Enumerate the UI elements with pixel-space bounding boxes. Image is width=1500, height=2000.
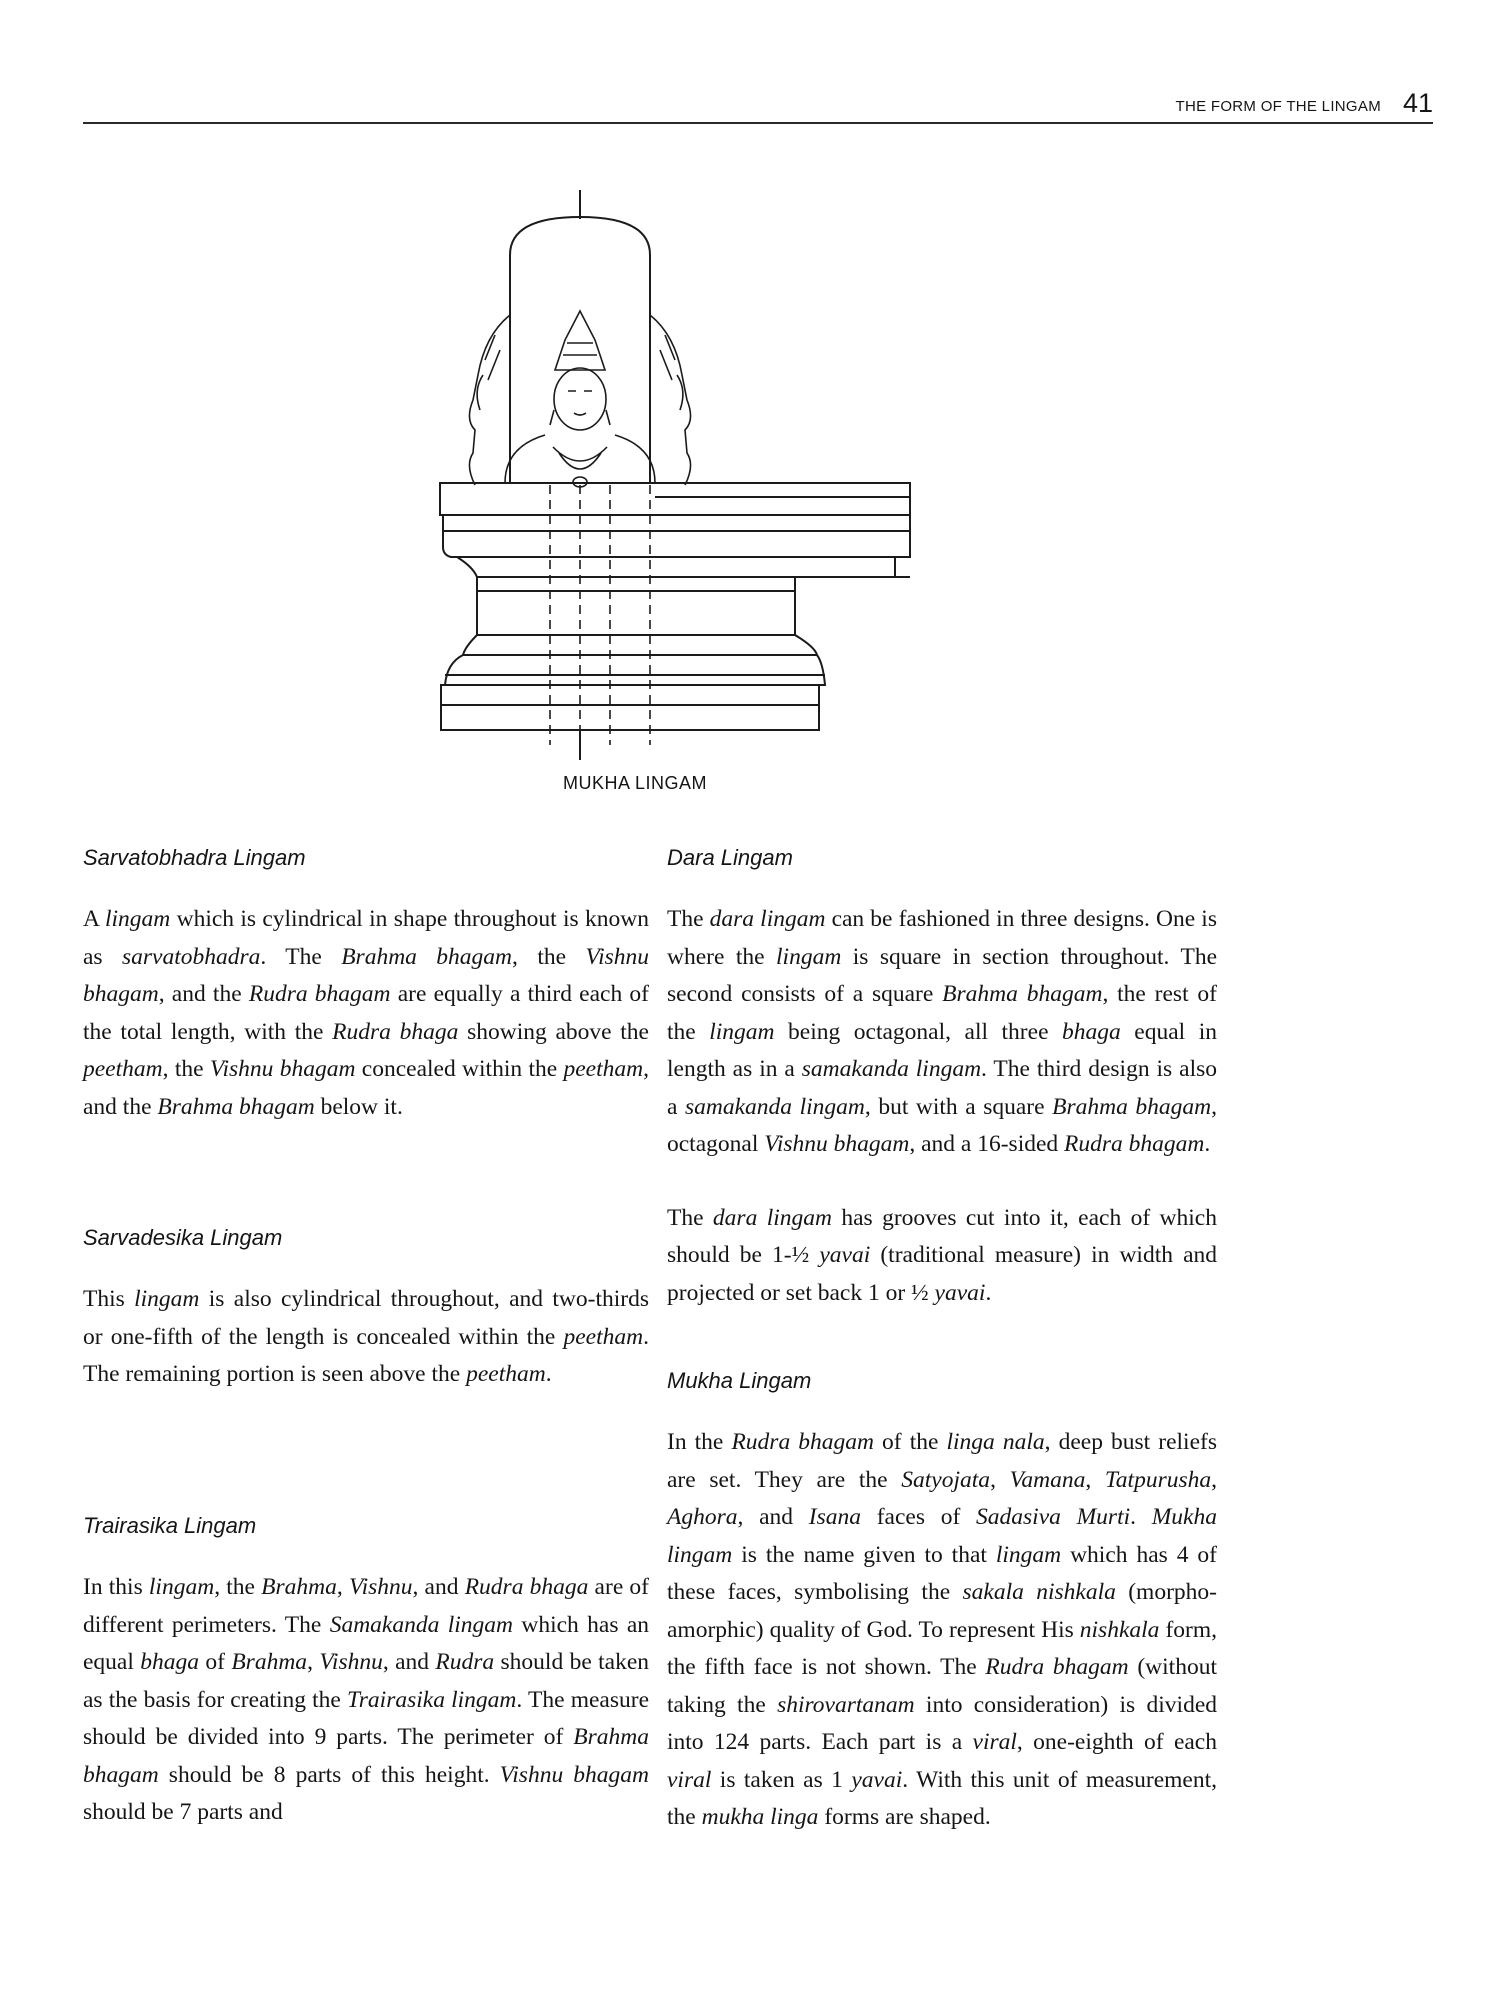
paragraph: In the Rudra bhagam of the linga nala, deep bust reliefs are set. They are the Satyojata, Vamana, Tatpurusha, Aghora, and Isana faces of Sadasiva Murti. Mukha lingam is the name given to that lingam which has 4 of these faces, symbolising the sakala nishkala (morpho-amorphic) quality of God. To represent His nishkala form, the fifth face is not shown. The Rudra bhagam (without taking the shirovartanam into consideration) is divided into 124 parts. Each part is a viral, one-eighth of each viral is taken as 1 yavai. With this unit of measurement, the mukha linga forms are shaped. — [667, 1429, 1218, 1830]
lingam-shaft — [510, 217, 650, 483]
lower-moulding — [463, 635, 817, 655]
mukha-lingam-drawing — [355, 185, 955, 765]
right-face — [650, 315, 691, 485]
section-sarvadesika — [83, 1225, 649, 1513]
paragraph: A lingam which is cylindrical in shape throughout is known as sarvatobhadra. The Brahma bhagam, the Vishnu bhagam, and the Rudra bhagam are equally a third each of the total length, with the Rudra bhaga showing above the peetham, the Vishnu bhagam concealed within the peetham, and the Brahma bhagam below it. — [83, 906, 649, 1120]
running-header — [83, 86, 1433, 124]
paragraph: In this lingam, the Brahma, Vishnu, and Rudra bhaga are of different perimeters. The Samakanda lingam which has an equal bhaga of Brahma, Vishnu, and Rudra should be taken as the basis for creating the Trairasika lingam. The measure should be divided into 9 parts. The perimeter of Brahma bhagam should be 8 parts of this height. Vishnu bhagam should be 7 parts and — [83, 1574, 650, 1825]
left-column — [83, 845, 649, 1832]
section-sarvatobhadra — [83, 845, 649, 1225]
section-dara — [667, 845, 1217, 1312]
section-title: Sarvadesika Lingam — [83, 1225, 283, 1250]
header-title: THE FORM OF THE LINGAM — [1175, 98, 1381, 115]
section-mukha — [667, 1368, 1217, 1837]
section-title: Dara Lingam — [667, 845, 793, 870]
paragraph: This lingam is also cylindrical throughout, and two-thirds or one-fifth of the length is concealed within the peetham. The remaining portion is seen above the peetham. — [83, 1286, 649, 1387]
paragraph: The dara lingam has grooves cut into it, each of which should be 1-½ yavai (traditional measure) in width and projected or set back 1 or ½ yavai. — [667, 1204, 1218, 1306]
section-title: Sarvatobhadra Lingam — [83, 845, 306, 870]
neck — [477, 577, 795, 635]
paragraph: The dara lingam can be fashioned in three designs. One is where the lingam is square in section throughout. The second consists of a square Brahma bhagam, the rest of the lingam being octagonal, all three bhaga equal in length as in a samakanda lingam. The third design is also a samakanda lingam, but with a square Brahma bhagam, octagonal Vishnu bhagam, and a 16-sided Rudra bhagam. — [667, 906, 1218, 1157]
section-title: Trairasika Lingam — [83, 1513, 257, 1538]
top-slab — [440, 483, 910, 515]
front-face — [505, 311, 655, 487]
right-column — [667, 845, 1217, 1837]
left-face — [469, 315, 510, 485]
base — [441, 685, 819, 730]
section-title: Mukha Lingam — [667, 1368, 812, 1393]
upper-moulding — [443, 515, 610, 557]
figure-caption: MUKHA LINGAM — [562, 773, 708, 793]
page-number: 41 — [1402, 88, 1433, 118]
section-trairasika — [83, 1513, 649, 1832]
mukha-lingam-figure — [355, 185, 955, 765]
